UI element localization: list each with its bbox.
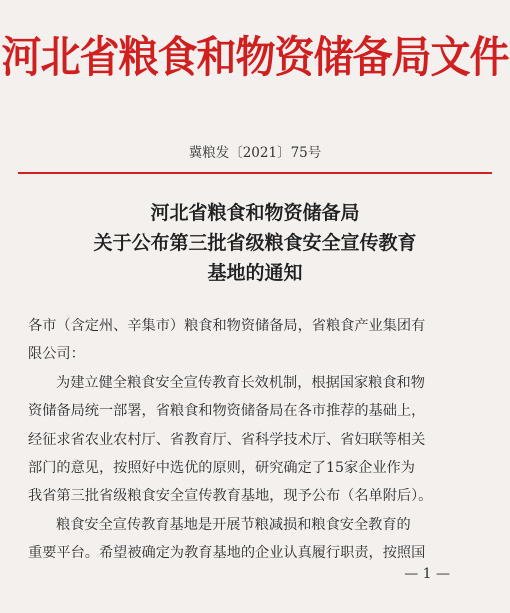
body-line-p1-4: 部门的意见，按照好中选优的原则，研究确定了15家企业作为 [28, 459, 415, 476]
document-title [0, 198, 510, 288]
body-line-p2-1: 粮食安全宣传教育基地是开展节粮减损和粮食安全教育的 [56, 516, 411, 533]
title-line-1: 河北省粮食和物资储备局 [150, 202, 360, 224]
body-line-addressee-1: 各市（含定州、辛集市）粮食和物资储备局，省粮食产业集团有 [28, 318, 426, 334]
body-line-p1-3: 经征求省农业农村厅、省教育厅、省科学技术厅、省妇联等相关 [28, 431, 426, 448]
document-number: 冀粮发〔2021〕75号 [188, 145, 322, 161]
document-masthead: 河北省粮食和物资储备局文件 [1, 33, 509, 83]
document-body [28, 312, 488, 568]
body-line-p1-5: 我省第三批省级粮食安全宣传教育基地，现予公布（名单附后）。 [28, 488, 433, 505]
title-line-3: 基地的通知 [207, 262, 303, 284]
page-number: — 1 — [404, 566, 450, 582]
red-separator-line [18, 172, 492, 174]
body-line-p1-2: 资储备局统一部署，省粮食和物资储备局在各市推荐的基础上， [28, 403, 426, 420]
body-line-addressee-2: 限公司： [28, 346, 85, 363]
title-line-2: 关于公布第三批省级粮食安全宣传教育 [93, 232, 417, 254]
body-line-p1-1: 为建立健全粮食安全宣传教育长效机制，根据国家粮食和物 [56, 374, 425, 391]
body-line-p2-2: 重要平台。希望被确定为教育基地的企业认真履行职责，按照国 [28, 545, 426, 562]
